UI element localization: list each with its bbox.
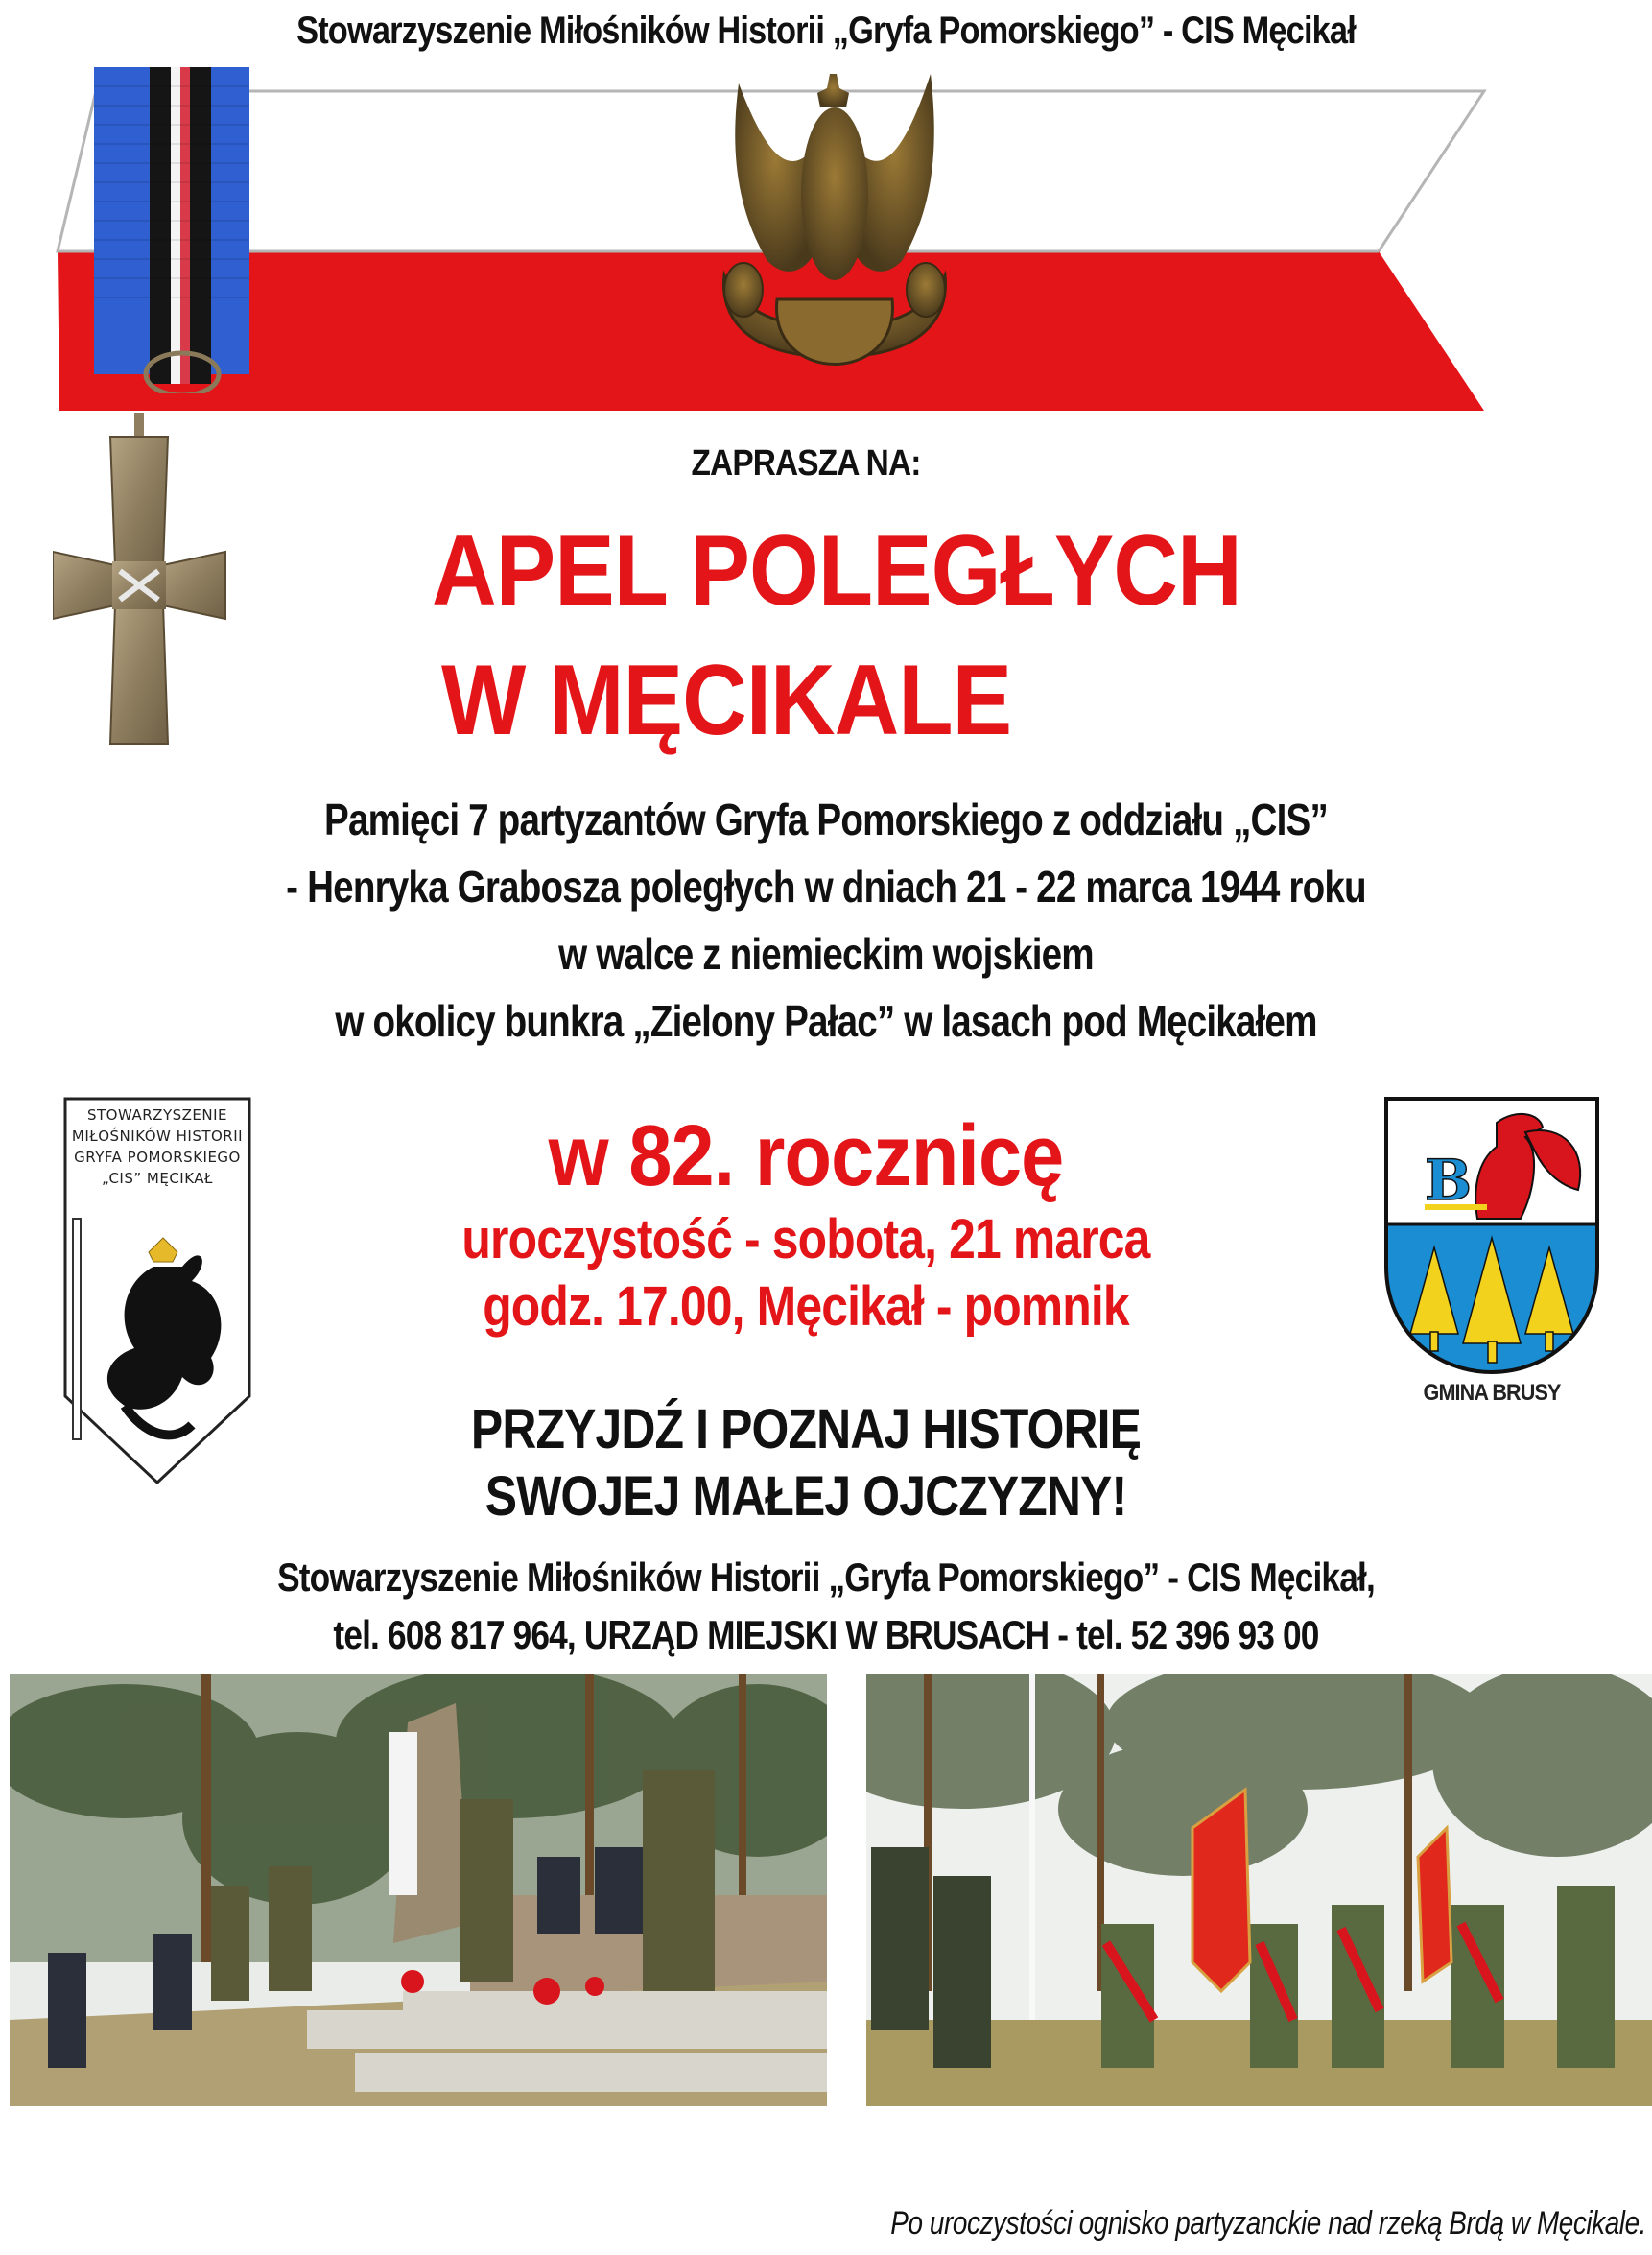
ceremony-photo-right [866, 1674, 1652, 2106]
partisan-cross-icon [53, 413, 398, 768]
badge-text-line: STOWARZYSZENIE [86, 1106, 228, 1124]
description-line: w walce z niemieckim wojskiem [558, 929, 1094, 979]
call-to-action-line2: SWOJEJ MAŁEJ OJCZYZNY! [484, 1465, 1127, 1528]
municipality-label: GMINA BRUSY [1423, 1380, 1561, 1406]
gmina-brusy-crest-icon [1381, 1094, 1602, 1377]
event-date: uroczystość - sobota, 21 marca [461, 1208, 1150, 1270]
medal-ribbon-icon [94, 67, 343, 393]
contact-organization: Stowarzyszenie Miłośników Historii „Gryfa Pomorskiego” - CIS Męcikał, [277, 1555, 1375, 1600]
organization-header: Stowarzyszenie Miłośników Historii „Gryfa Pomorskiego” - CIS Męcikał [296, 10, 1356, 52]
ceremony-photo-left [10, 1674, 827, 2106]
badge-text-line: „CIS” MĘCIKAŁ [102, 1170, 213, 1187]
call-to-action-line1: PRZYJDŹ I POZNAJ HISTORIĘ [470, 1398, 1142, 1460]
svg-text:B: B [1425, 1148, 1473, 1213]
contact-phones: tel. 608 817 964, URZĄD MIEJSKI W BRUSACH - tel. 52 396 93 00 [333, 1612, 1319, 1657]
photo-caption: Po uroczystości ognisko partyzanckie nad rzeką Brdą w Męcikale. [890, 2205, 1646, 2242]
association-logo [58, 1089, 259, 1492]
description-line: - Henryka Grabosza poległych w dniach 21 - 22 marca 1944 roku [286, 862, 1366, 912]
badge-text-line: MIŁOŚNIKÓW HISTORII [71, 1128, 244, 1145]
badge-text-line: GRYFA POMORSKIEGO [74, 1149, 241, 1166]
event-time-place: godz. 17.00, Męcikał - pomnik [483, 1275, 1129, 1338]
description-line: w okolicy bunkra „Zielony Pałac” w lasach pod Męcikałem [335, 996, 1317, 1046]
invitation-lead: ZAPRASZA NA: [691, 443, 921, 484]
polish-eagle-emblem-icon [672, 69, 998, 424]
event-title-line1: APEL POLEGŁYCH [432, 515, 1241, 627]
anniversary-heading: w 82. rocznicę [548, 1108, 1064, 1204]
description-line: Pamięci 7 partyzantów Gryfa Pomorskiego z oddziału „CIS” [324, 795, 1328, 844]
event-title-line2: W MĘCIKALE [441, 645, 1012, 756]
